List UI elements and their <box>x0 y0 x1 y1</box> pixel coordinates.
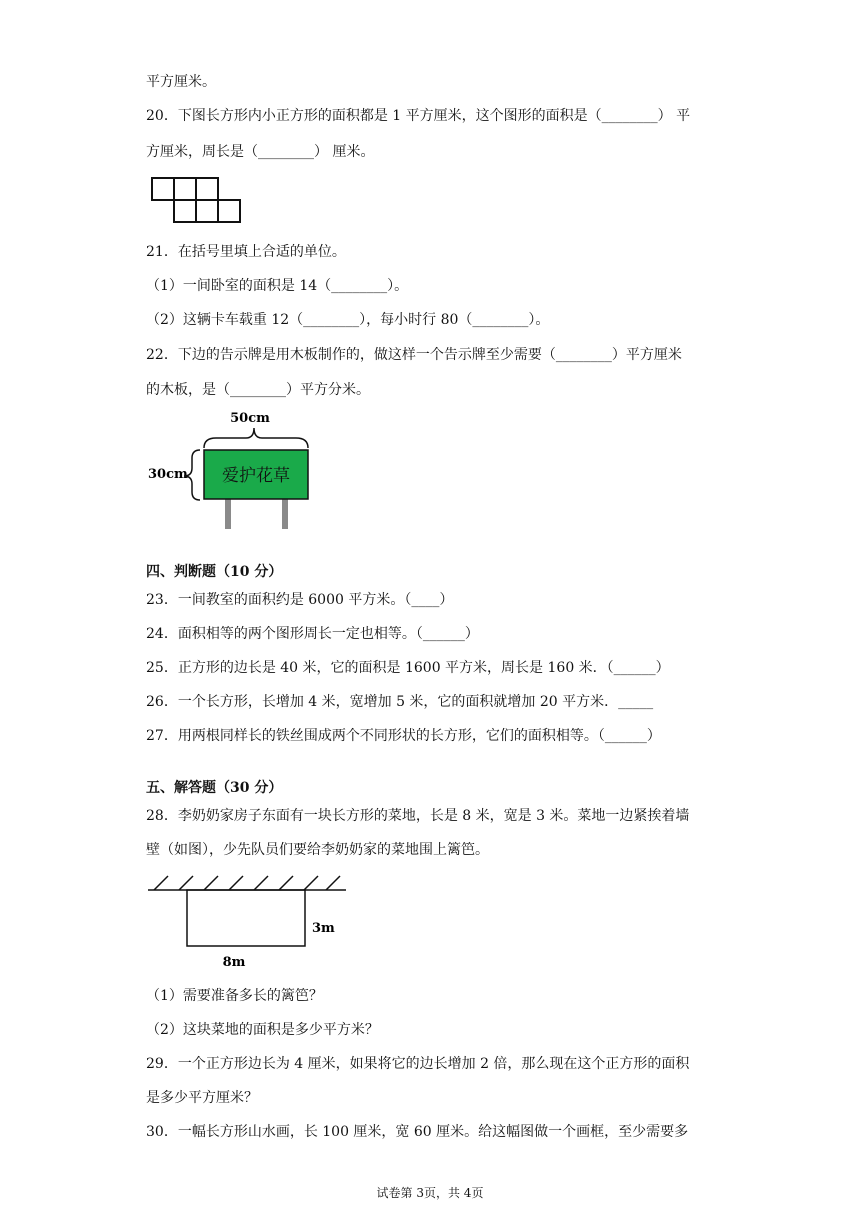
question-28-line-1: 28．李奶奶家房子东面有一块长方形的菜地，长是 8 米，宽是 3 米。菜地一边紧挨着墙 <box>146 808 690 824</box>
question-29-line-2: 是多少平方厘米？ <box>146 1090 258 1106</box>
question-21: 21．在括号里填上合适的单位。 <box>146 244 346 260</box>
question-21-2: （2）这辆卡车载重 12（________），每小时行 80（________）。 <box>146 312 550 328</box>
squares-figure <box>150 176 244 226</box>
garden-width-label: 3m <box>312 921 335 936</box>
question-28-line-2: 壁（如图），少先队员们要给李奶奶家的菜地围上篱笆。 <box>146 842 489 858</box>
question-26: 26．一个长方形，长增加 4 米，宽增加 5 米，它的面积就增加 20 平方米．_____ <box>146 694 654 710</box>
question-20-line-1: 20．下图长方形内小正方形的面积都是 1 平方厘米，这个图形的面积是（________） 平 <box>146 108 691 124</box>
sign-width-label: 50cm <box>230 411 270 426</box>
top-brace <box>204 428 308 448</box>
page-footer: 试卷第 3页，共 4页 <box>376 1186 484 1200</box>
sign-text: 爱护花草 <box>222 466 290 486</box>
question-24: 24．面积相等的两个图形周长一定也相等。（______） <box>146 626 479 642</box>
sign-figure <box>146 406 316 532</box>
question-20-line-2: 方厘米，周长是（________） 厘米。 <box>146 144 375 160</box>
question-29-line-1: 29．一个正方形边长为 4 厘米，如果将它的边长增加 2 倍，那么现在这个正方形的面积 <box>146 1056 690 1072</box>
garden-figure <box>146 872 356 972</box>
question-28-1: （1）需要准备多长的篱笆？ <box>146 988 323 1004</box>
garden-length-label: 8m <box>222 955 246 970</box>
support-post-left <box>225 499 231 529</box>
question-27: 27．用两根同样长的铁丝围成两个不同形状的长方形，它们的面积相等。（______） <box>146 728 661 744</box>
question-21-1: （1）一间卧室的面积是 14（________）。 <box>146 278 409 294</box>
question-28-2: （2）这块菜地的面积是多少平方米？ <box>146 1022 379 1038</box>
question-23: 23．一间教室的面积约是 6000 平方米。（____） <box>146 592 454 608</box>
text-line: 平方厘米。 <box>146 74 216 90</box>
question-22-line-1: 22．下边的告示牌是用木板制作的，做这样一个告示牌至少需要（________）平方厘米 <box>146 347 682 363</box>
question-22-line-2: 的木板，是（________）平方分米。 <box>146 382 370 398</box>
question-25: 25．正方形的边长是 40 米，它的面积是 1600 平方米，周长是 160 米．（______） <box>146 660 670 676</box>
section-4-title: 四、判断题（10 分） <box>146 564 283 580</box>
sign-height-label: 30cm <box>148 467 188 482</box>
section-5-title: 五、解答题（30 分） <box>146 780 283 796</box>
support-post-right <box>282 499 288 529</box>
garden-rectangle <box>187 890 305 946</box>
question-30-line-1: 30．一幅长方形山水画，长 100 厘米，宽 60 厘米。给这幅图做一个画框，至少需要多 <box>146 1124 689 1140</box>
